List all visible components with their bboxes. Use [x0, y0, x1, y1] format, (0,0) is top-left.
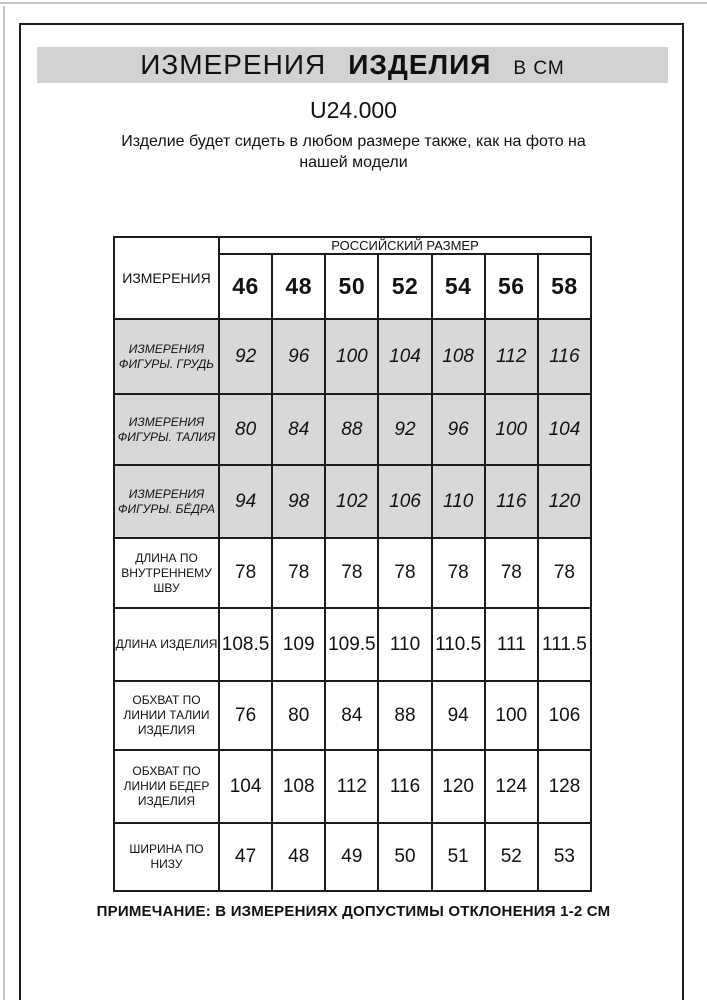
row-label: ИЗМЕРЕНИЯ ФИГУРЫ. БЁДРА	[114, 465, 219, 538]
value-cell: 128	[538, 750, 591, 823]
value-cell: 78	[219, 538, 272, 608]
row-label: ИЗМЕРЕНИЯ ФИГУРЫ. ТАЛИЯ	[114, 394, 219, 465]
value-cell: 80	[272, 681, 325, 750]
product-code: U24.000	[310, 97, 397, 123]
value-cell: 50	[378, 823, 431, 891]
value-cell: 100	[485, 394, 538, 465]
value-cell: 111.5	[538, 608, 591, 681]
value-cell: 49	[325, 823, 378, 891]
row-label: ДЛИНА ИЗДЕЛИЯ	[114, 608, 219, 681]
title-banner	[37, 47, 668, 83]
value-cell: 78	[325, 538, 378, 608]
value-cell: 108	[432, 319, 485, 394]
size-column-header: 54	[432, 254, 485, 319]
value-cell: 110	[432, 465, 485, 538]
table-row	[114, 538, 591, 608]
row-label: ОБХВАТ ПО ЛИНИИ БЕДЕР ИЗДЕЛИЯ	[114, 750, 219, 823]
value-cell: 110	[378, 608, 431, 681]
row-label: ИЗМЕРЕНИЯ ФИГУРЫ. ГРУДЬ	[114, 319, 219, 394]
value-cell: 116	[378, 750, 431, 823]
row-label: ДЛИНА ПО ВНУТРЕННЕМУ ШВУ	[114, 538, 219, 608]
value-cell: 92	[378, 394, 431, 465]
value-cell: 108.5	[219, 608, 272, 681]
size-column-header: 56	[485, 254, 538, 319]
title-measurements: ИЗМЕРЕНИЯ	[140, 49, 327, 80]
table-row	[114, 394, 591, 465]
value-cell: 84	[325, 681, 378, 750]
value-cell: 48	[272, 823, 325, 891]
table-row	[114, 319, 591, 394]
size-column-header: 52	[378, 254, 431, 319]
value-cell: 112	[325, 750, 378, 823]
value-cell: 78	[378, 538, 431, 608]
value-cell: 78	[538, 538, 591, 608]
value-cell: 92	[219, 319, 272, 394]
value-cell: 100	[485, 681, 538, 750]
value-cell: 124	[485, 750, 538, 823]
product-description-text: Изделие будет сидеть в любом размере также, как на фото на нашей модели	[121, 133, 586, 171]
table-row	[114, 608, 591, 681]
value-cell: 88	[325, 394, 378, 465]
value-cell: 98	[272, 465, 325, 538]
value-cell: 106	[378, 465, 431, 538]
note-text: ПРИМЕЧАНИЕ: В ИЗМЕРЕНИЯХ ДОПУСТИМЫ ОТКЛОНЕНИЯ 1-2 СМ	[96, 903, 611, 920]
value-cell: 84	[272, 394, 325, 465]
scan-edge-top-line	[0, 2, 707, 4]
value-cell: 104	[219, 750, 272, 823]
value-cell: 109.5	[325, 608, 378, 681]
value-cell: 88	[378, 681, 431, 750]
value-cell: 112	[485, 319, 538, 394]
value-cell: 116	[485, 465, 538, 538]
value-cell: 109	[272, 608, 325, 681]
value-cell: 47	[219, 823, 272, 891]
value-cell: 108	[272, 750, 325, 823]
size-column-header: 58	[538, 254, 591, 319]
value-cell: 53	[538, 823, 591, 891]
row-label: ОБХВАТ ПО ЛИНИИ ТАЛИИ ИЗДЕЛИЯ	[114, 681, 219, 750]
value-cell: 106	[538, 681, 591, 750]
measurements-header-cell: ИЗМЕРЕНИЯ	[114, 237, 219, 319]
table-row	[114, 823, 591, 891]
size-column-header: 48	[272, 254, 325, 319]
table-row	[114, 465, 591, 538]
size-column-header: 50	[325, 254, 378, 319]
value-cell: 102	[325, 465, 378, 538]
value-cell: 96	[432, 394, 485, 465]
value-cell: 76	[219, 681, 272, 750]
russian-size-header-cell: РОССИЙСКИЙ РАЗМЕР	[219, 237, 591, 254]
value-cell: 120	[432, 750, 485, 823]
size-table	[113, 236, 592, 892]
value-cell: 110.5	[432, 608, 485, 681]
value-cell: 94	[432, 681, 485, 750]
value-cell: 78	[485, 538, 538, 608]
value-cell: 116	[538, 319, 591, 394]
table-row	[114, 750, 591, 823]
table-header-row	[114, 237, 591, 254]
value-cell: 104	[378, 319, 431, 394]
value-cell: 78	[432, 538, 485, 608]
table-row	[114, 681, 591, 750]
size-column-header: 46	[219, 254, 272, 319]
value-cell: 111	[485, 608, 538, 681]
value-cell: 120	[538, 465, 591, 538]
value-cell: 104	[538, 394, 591, 465]
title-unit: В СМ	[513, 58, 565, 79]
title-product: ИЗДЕЛИЯ	[348, 49, 492, 80]
value-cell: 96	[272, 319, 325, 394]
product-description	[0, 131, 707, 173]
value-cell: 100	[325, 319, 378, 394]
value-cell: 80	[219, 394, 272, 465]
value-cell: 78	[272, 538, 325, 608]
value-cell: 94	[219, 465, 272, 538]
value-cell: 52	[485, 823, 538, 891]
row-label: ШИРИНА ПО НИЗУ	[114, 823, 219, 891]
value-cell: 51	[432, 823, 485, 891]
